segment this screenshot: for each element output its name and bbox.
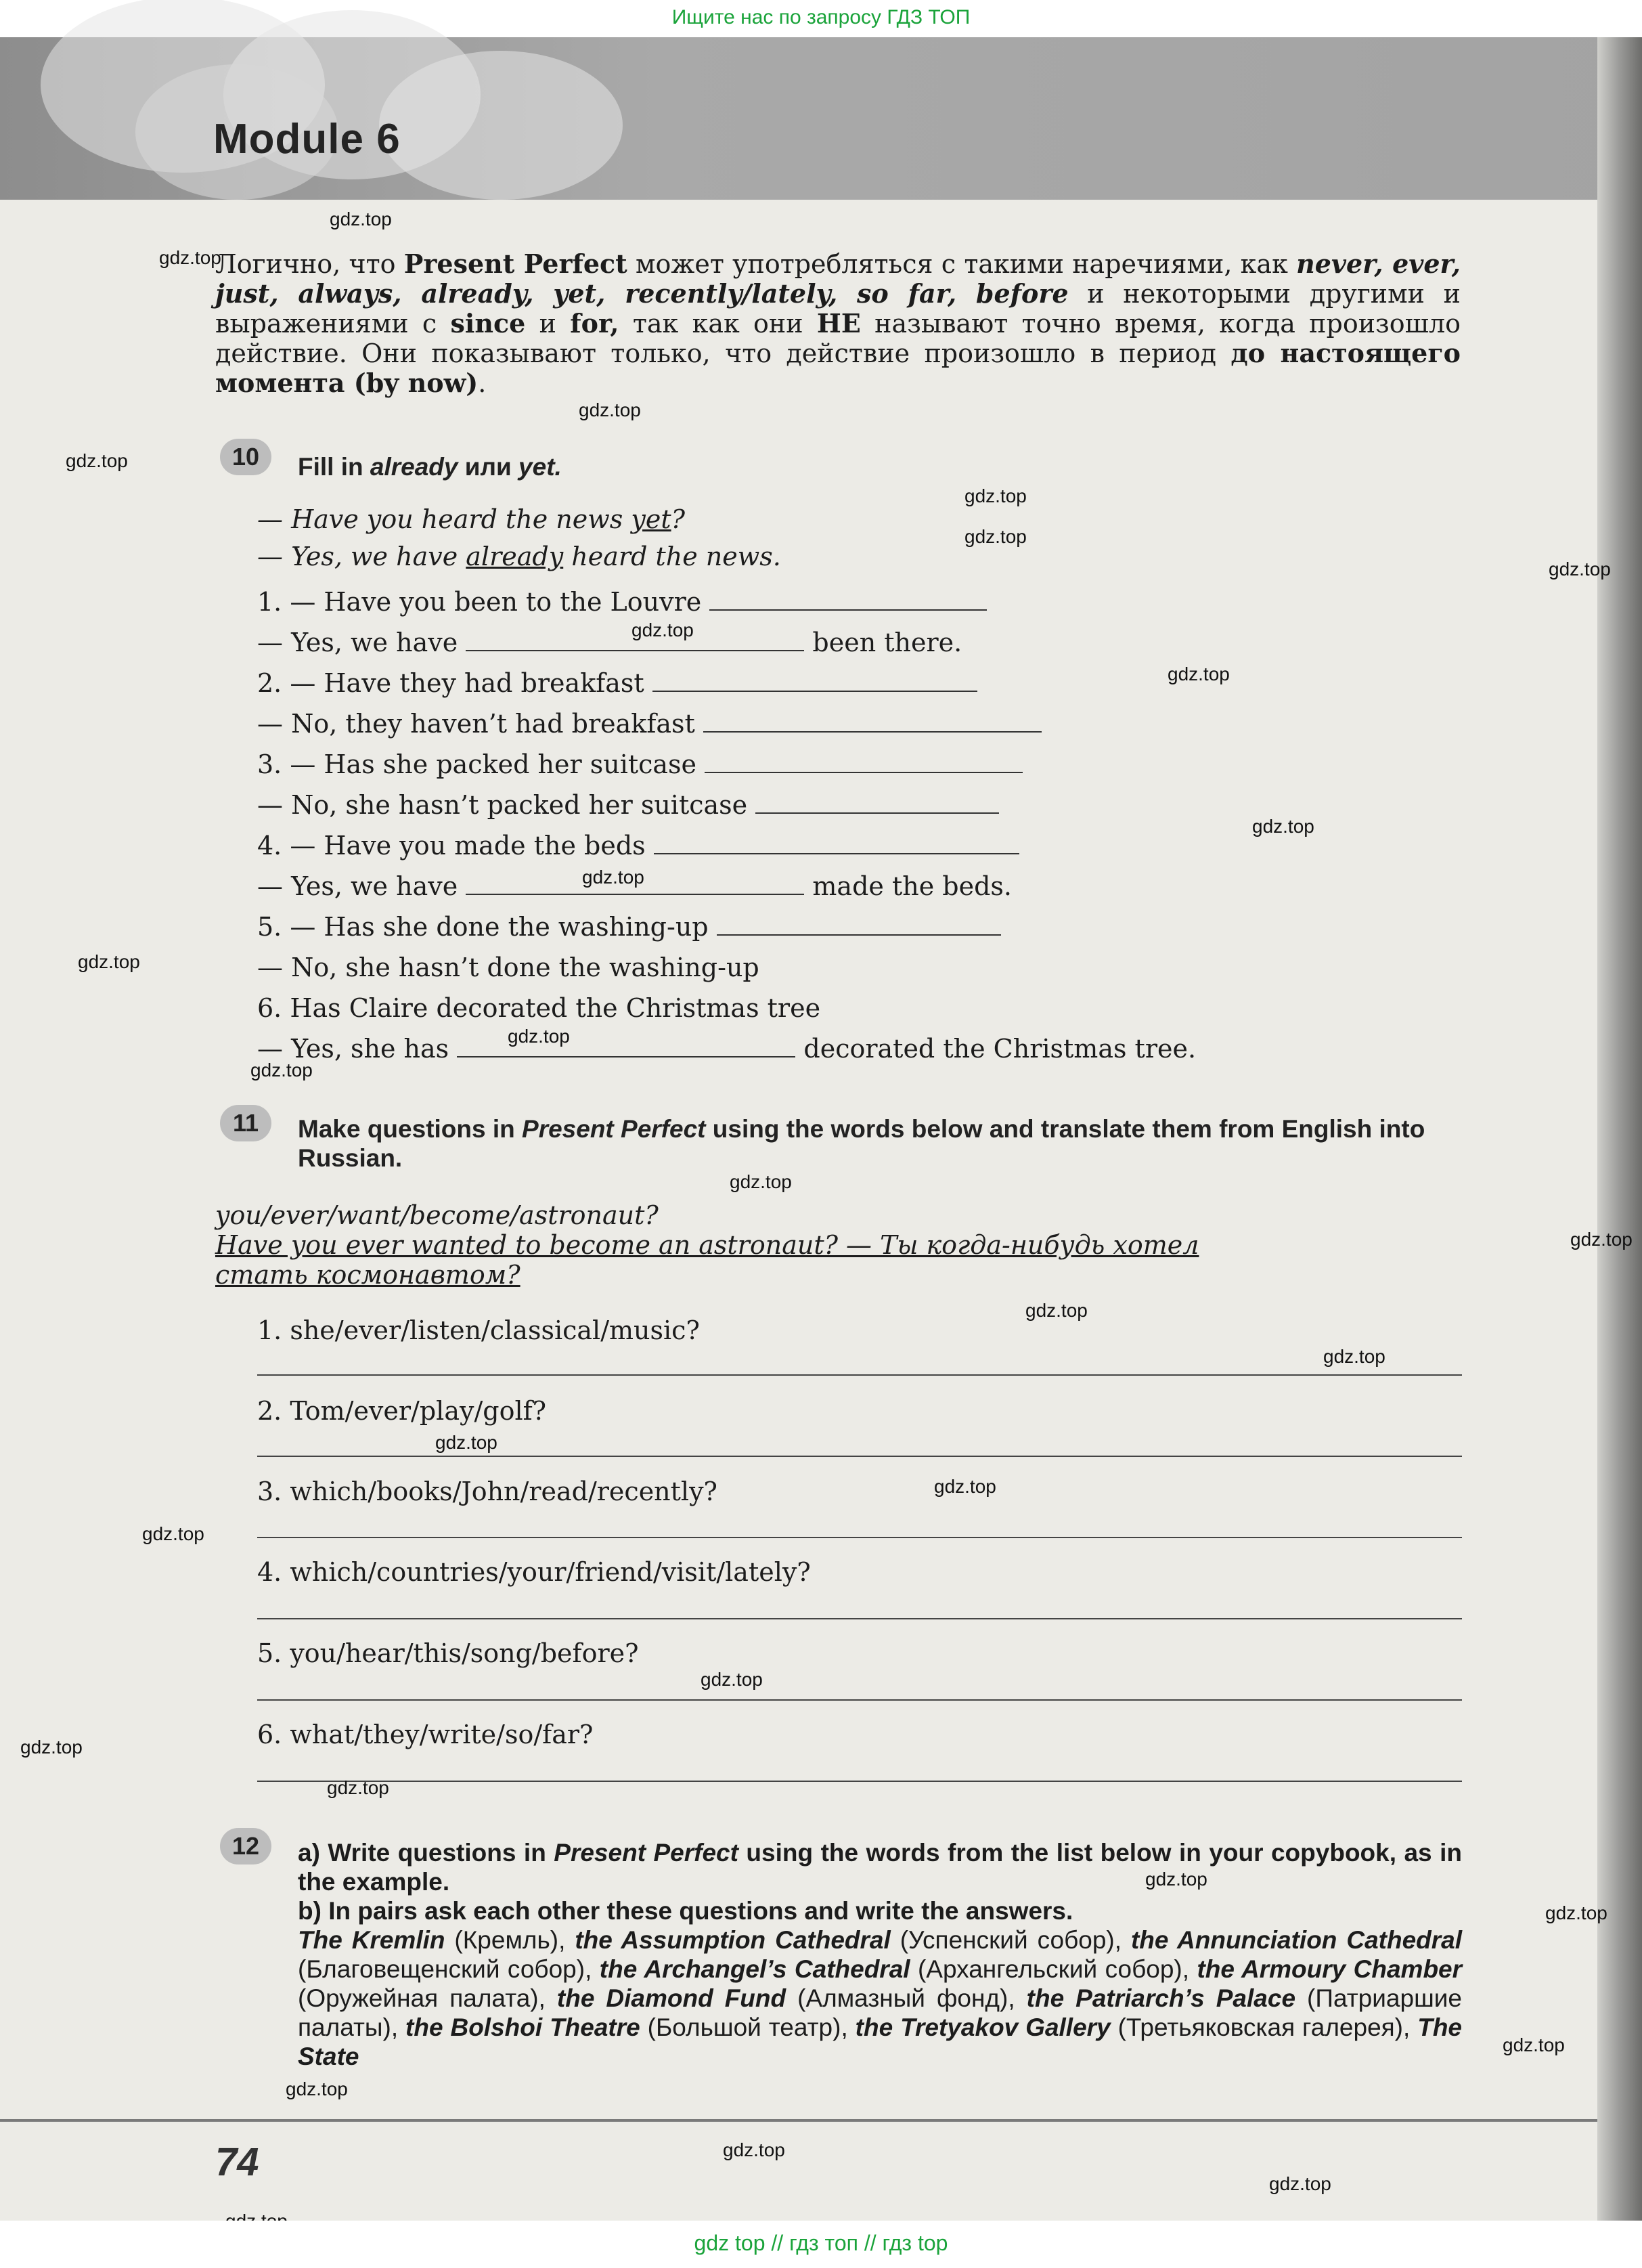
watermark: gdz.top — [730, 1171, 792, 1192]
intro-text: так как они — [619, 309, 817, 339]
watermark: gdz.top — [964, 485, 1027, 506]
exercise-number: 12 — [220, 1828, 271, 1864]
intro-text: и некоторыми другими и выражениями с — [215, 279, 1461, 339]
title-text: Present Perfect — [554, 1839, 738, 1867]
answer-line[interactable] — [257, 1699, 1462, 1701]
title-text: Present Perfect — [522, 1115, 706, 1143]
answer: yet — [631, 504, 671, 534]
exercise-item — [257, 912, 1001, 942]
footer-divider — [0, 2119, 1597, 2122]
place-en: the Assumption Cathedral — [575, 1926, 891, 1954]
example-prompt: you/ever/want/become/astronaut? — [215, 1200, 659, 1230]
watermark: gdz.top — [631, 619, 694, 640]
intro-paragraph — [215, 249, 1461, 398]
title-text: Make questions in — [298, 1115, 523, 1143]
example-answer — [257, 542, 781, 571]
watermark: gdz.top — [78, 951, 140, 972]
item-text: — No, they haven’t had breakfast — [257, 709, 695, 739]
exercise-number: 11 — [220, 1105, 271, 1141]
title-text: yet. — [518, 453, 562, 481]
item-text: been there. — [812, 628, 962, 657]
page-number: 74 — [215, 2140, 259, 2184]
watermark: gdz.top — [1269, 2173, 1331, 2194]
example-answer: стать космонавтом? — [215, 1260, 520, 1290]
places-list — [298, 1925, 1462, 2071]
book-spine — [1597, 37, 1642, 2221]
exercise-item: 4. which/countries/your/friend/visit/lately? — [257, 1557, 811, 1587]
watermark: gdz.top — [964, 526, 1027, 547]
example-question — [257, 504, 685, 534]
exercise-item — [257, 587, 987, 617]
place-en: The Kremlin — [298, 1926, 445, 1954]
text: ? — [671, 504, 685, 534]
exercise-title — [298, 452, 562, 481]
answer-blank[interactable] — [703, 711, 1042, 733]
answer-line[interactable] — [257, 1374, 1462, 1376]
item-text: — Yes, we have — [257, 628, 458, 657]
exercise-item — [257, 1034, 1196, 1064]
intro-text: и — [525, 309, 571, 339]
place-en: the Patriarch’s Palace — [1026, 1984, 1296, 2012]
watermark: gdz.top — [20, 1737, 83, 1758]
intro-text: может употребляться с такими наречиями, как — [627, 249, 1297, 279]
item-text: — No, she hasn’t packed her suitcase — [257, 790, 748, 820]
watermark: gdz.top — [330, 209, 392, 230]
watermark: gdz.top — [579, 399, 641, 420]
watermark: gdz.top — [1145, 1869, 1207, 1890]
exercise-12-body — [298, 1838, 1462, 2071]
watermark: gdz.top — [1503, 2034, 1565, 2055]
watermark: gdz.top — [1570, 1229, 1633, 1250]
watermark: gdz.top — [508, 1026, 570, 1047]
exercise-item — [257, 953, 759, 982]
module-title: Module 6 — [213, 116, 401, 162]
title-text: using the words from the list below in your copybook, as in the example. — [298, 1839, 1462, 1896]
intro-term: НЕ — [816, 308, 861, 339]
place-ru: (Алмазный фонд), — [786, 1984, 1027, 2012]
decor-petal — [379, 51, 623, 200]
intro-term: for, — [570, 308, 619, 339]
place-en: the Armoury Chamber — [1197, 1955, 1463, 1983]
top-banner[interactable]: Ищите нас по запросу ГДЗ ТОП — [0, 0, 1642, 37]
exercise-item: 3. which/books/John/read/recently? — [257, 1477, 717, 1506]
answer-blank[interactable] — [654, 833, 1019, 854]
item-text: 2. — Have they had breakfast — [257, 668, 644, 698]
exercise-title — [298, 1114, 1462, 1173]
exercise-item — [257, 831, 1019, 860]
place-ru: (Благовещенский собор), — [298, 1955, 600, 1983]
place-ru: (Патриаршие палаты), — [298, 1984, 1462, 2041]
place-ru: (Третьяковская галерея), — [1110, 2013, 1418, 2041]
exercise-item — [257, 993, 820, 1023]
task-a — [298, 1838, 1462, 1896]
item-text: 4. — Have you made the beds — [257, 831, 646, 860]
answer-blank[interactable] — [705, 751, 1023, 773]
text: heard the news. — [563, 542, 781, 571]
place-ru: (Большой театр), — [640, 2013, 856, 2041]
watermark: gdz.top — [701, 1669, 763, 1690]
answer-blank[interactable] — [755, 792, 999, 814]
example-answer: Have you ever wanted to become an astronaut? — Ты когда-нибудь хотел — [215, 1230, 1199, 1260]
item-text: 1. — Have you been to the Louvre — [257, 587, 702, 617]
intro-text: . — [478, 368, 487, 398]
watermark: gdz.top — [723, 2139, 785, 2160]
title-text: using the words below and translate them from English into Russian. — [298, 1115, 1425, 1172]
answer: already — [466, 542, 564, 571]
answer-blank[interactable] — [652, 670, 977, 692]
intro-text: Логично, что — [215, 249, 404, 279]
bottom-banner[interactable]: gdz top // гдз топ // гдз top — [0, 2221, 1642, 2268]
intro-term: Present Perfect — [403, 248, 627, 279]
answer-line[interactable] — [257, 1456, 1462, 1457]
watermark: gdz.top — [1545, 1902, 1607, 1923]
watermark: gdz.top — [582, 867, 644, 888]
place-ru: (Архангельский собор), — [910, 1955, 1197, 1983]
place-ru: (Успенский собор), — [890, 1926, 1131, 1954]
place-en: The State — [298, 2013, 1462, 2070]
watermark: gdz.top — [1168, 663, 1230, 684]
watermark: gdz.top — [66, 450, 128, 471]
exercise-item — [257, 790, 999, 820]
watermark: gdz.top — [1323, 1346, 1385, 1367]
watermark: gdz.top — [286, 2078, 348, 2099]
exercise-item: 6. what/they/write/so/far? — [257, 1720, 594, 1749]
item-text: decorated the Christmas tree. — [803, 1034, 1197, 1064]
item-text: 3. — Has she packed her suitcase — [257, 749, 697, 779]
place-en: the Tretyakov Gallery — [855, 2013, 1111, 2041]
answer-blank[interactable] — [717, 914, 1001, 936]
place-en: the Diamond Fund — [556, 1984, 786, 2012]
watermark: gdz.top — [435, 1432, 497, 1453]
item-text: — Yes, she has — [257, 1034, 449, 1064]
answer-line[interactable] — [257, 1781, 1462, 1782]
place-en: the Archangel’s Cathedral — [599, 1955, 910, 1983]
watermark: gdz.top — [934, 1476, 996, 1497]
intro-text: называют точно время, когда произошло действие. Они показывают только, что действие произошло в период — [215, 309, 1461, 368]
item-text: made the beds. — [812, 871, 1013, 901]
exercise-item — [257, 749, 1023, 779]
text: — Have you heard the news — [257, 504, 631, 534]
text: — Yes, we have — [257, 542, 466, 571]
exercise-item: 2. Tom/ever/play/golf? — [257, 1396, 547, 1426]
title-text: Fill in — [298, 453, 370, 481]
watermark: gdz.top — [250, 1060, 313, 1081]
place-ru: (Кремль), — [445, 1926, 575, 1954]
watermark: gdz.top — [159, 247, 221, 268]
item-text: — Yes, we have — [257, 871, 458, 901]
intro-adverbs: never, ever, just, always, already, yet, recently/lately, so far, before — [215, 248, 1461, 309]
title-text: a) Write questions in — [298, 1839, 554, 1867]
task-b: b) In pairs ask each other these questions and write the answers. — [298, 1897, 1073, 1925]
watermark: gdz.top — [1252, 816, 1314, 837]
item-text: 6. Has Claire decorated the Christmas tree — [257, 993, 821, 1023]
place-ru: (Оружейная палата), — [298, 1984, 557, 2012]
exercise-item: 5. you/hear/this/song/before? — [257, 1638, 639, 1668]
intro-term: до настоящего момента (by now) — [215, 338, 1461, 398]
exercise-item — [257, 628, 962, 657]
watermark: gdz.top — [327, 1777, 389, 1798]
title-text: или — [458, 453, 519, 481]
place-en: the Annunciation Cathedral — [1130, 1926, 1462, 1954]
watermark: gdz.top — [142, 1523, 204, 1544]
exercise-number: 10 — [220, 439, 271, 475]
intro-term: since — [450, 308, 526, 339]
exercise-item: 1. she/ever/listen/classical/music? — [257, 1315, 700, 1345]
answer-line[interactable] — [257, 1537, 1462, 1538]
place-en: the Bolshoi Theatre — [405, 2013, 640, 2041]
watermark: gdz.top — [1025, 1300, 1088, 1321]
exercise-item — [257, 709, 1042, 739]
watermark: gdz.top — [1549, 559, 1611, 580]
title-text: already — [370, 453, 458, 481]
exercise-item — [257, 668, 977, 698]
answer-blank[interactable] — [709, 589, 987, 611]
answer-line[interactable] — [257, 1618, 1462, 1619]
item-text: 5. — Has she done the washing-up — [257, 912, 709, 942]
item-text: — No, she hasn’t done the washing-up — [257, 953, 759, 982]
